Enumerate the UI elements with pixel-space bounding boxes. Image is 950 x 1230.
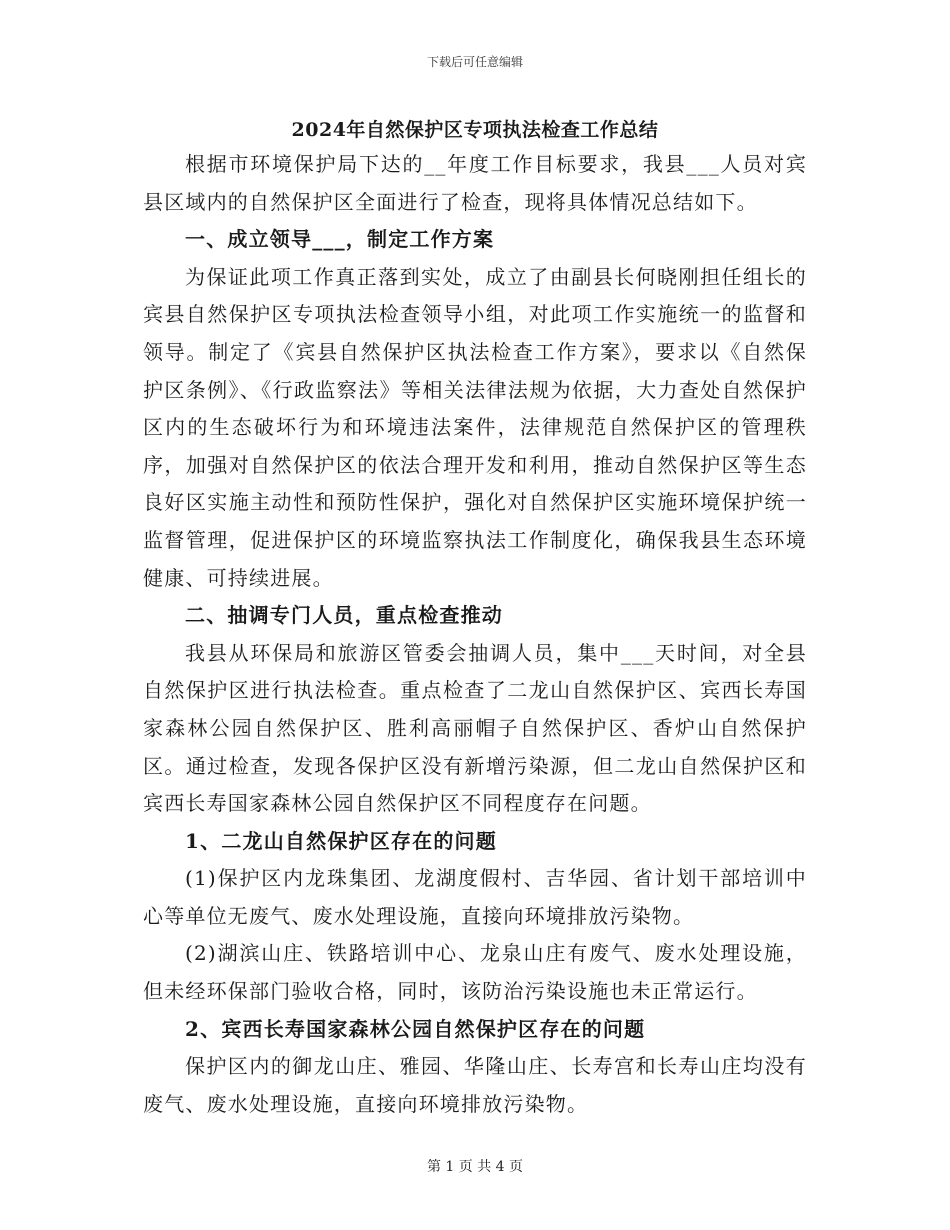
paragraph-section-2: 我县从环保局和旅游区管委会抽调人员，集中___天时间，对全县自然保护区进行执法检查。重点检查了二龙山自然保护区、宾西长寿国家森林公园自然保护区、胜利高丽帽子自然保护区、香炉山自然保护区。通过检查，发现各保护区没有新增污染源，但二龙山自然保护区和宾西长寿国家森林公园自然保护区不同程度存在问题。 bbox=[143, 640, 807, 816]
page-footer: 第 1 页 共 4 页 bbox=[426, 1159, 524, 1175]
paragraph-intro: 根据市环境保护局下达的__年度工作目标要求，我县___人员对宾县区域内的自然保护区全面进行了检查，现将具体情况总结如下。 bbox=[143, 152, 807, 214]
section-heading-2: 二、抽调专门人员，重点检查推动 bbox=[185, 603, 503, 628]
subsection-heading-1: 1、二龙山自然保护区存在的问题 bbox=[185, 828, 497, 853]
paragraph-issue-1: (1)保护区内龙珠集团、龙湖度假村、吉华园、省计划干部培训中心等单位无废气、废水处理设施，直接向环境排放污染物。 bbox=[143, 866, 807, 928]
document-title: 2024年自然保护区专项执法检查工作总结 bbox=[291, 119, 659, 141]
subsection-heading-2: 2、宾西长寿国家森林公园自然保护区存在的问题 bbox=[185, 1016, 646, 1041]
section-heading-1: 一、成立领导___，制定工作方案 bbox=[185, 227, 495, 252]
document-body bbox=[143, 146, 807, 1123]
header-note: 下载后可任意编辑 bbox=[426, 55, 523, 69]
paragraph-issue-3: 保护区内的御龙山庄、雅园、华隆山庄、长寿宫和长寿山庄均没有废气、废水处理设施，直接向环境排放污染物。 bbox=[143, 1054, 807, 1116]
paragraph-section-1: 为保证此项工作真正落到实处，成立了由副县长何晓刚担任组长的宾县自然保护区专项执法检查领导小组，对此项工作实施统一的监督和领导。制定了《宾县自然保护区执法检查工作方案》，要求以《自然保护区条例》、《行政监察法》等相关法律法规为依据，大力查处自然保护区内的生态破坏行为和环境违法案件，法律规范自然保护区的管理秩序，加强对自然保护区的依法合理开发和利用，推动自然保护区等生态良好区实施主动性和预防性保护，强化对自然保护区实施环境保护统一监督管理，促进保护区的环境监察执法工作制度化，确保我县生态环境健康、可持续进展。 bbox=[143, 264, 807, 590]
paragraph-issue-2: (2)湖滨山庄、铁路培训中心、龙泉山庄有废气、废水处理设施，但未经环保部门验收合格，同时，该防治污染设施也未正常运行。 bbox=[143, 941, 807, 1004]
